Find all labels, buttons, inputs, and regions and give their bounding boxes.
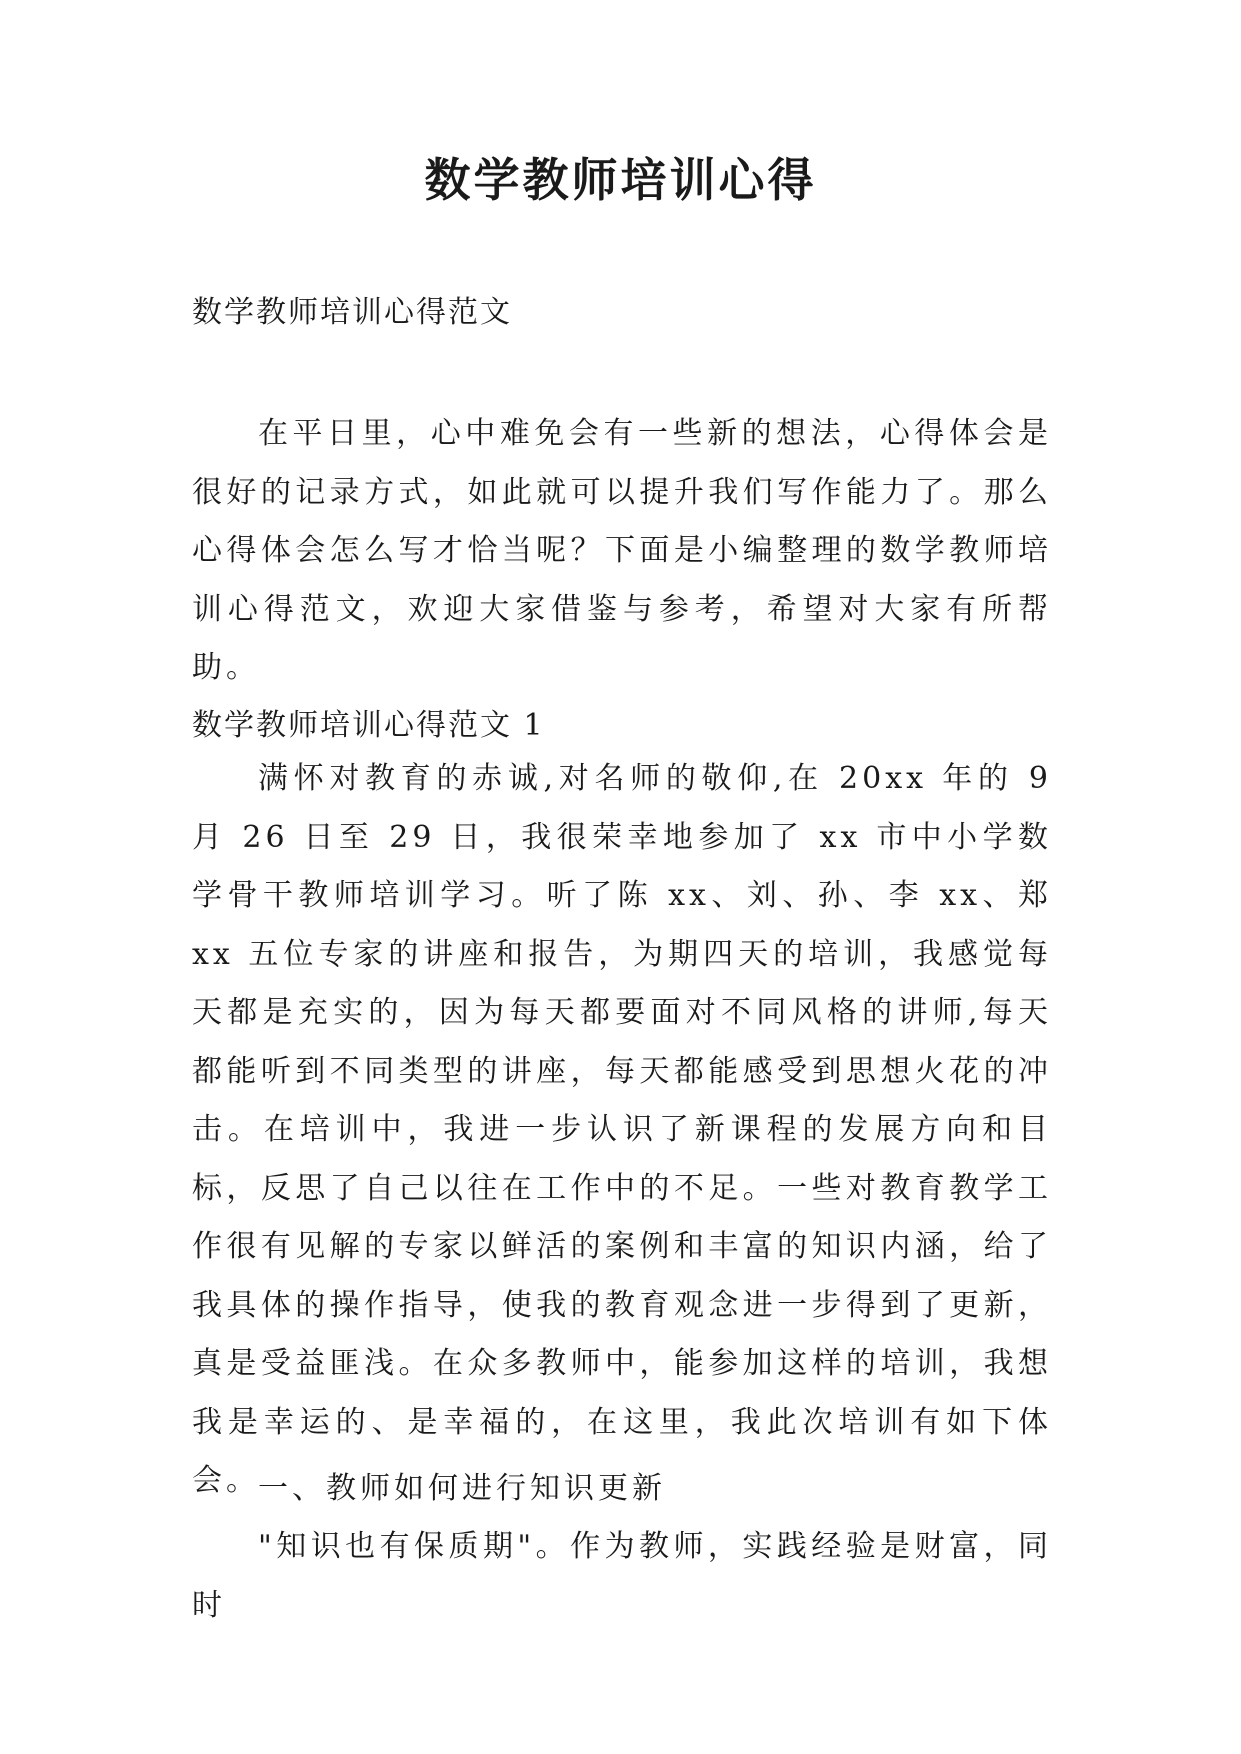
intro-paragraph: 在平日里，心中难免会有一些新的想法，心得体会是很好的记录方式，如此就可以提升我们写作能力了。那么心得体会怎么写才恰当呢？下面是小编整理的数学教师培训心得范文，欢迎大家借鉴与参考，希望对大家有所帮助。 xyxy=(192,416,1052,685)
body-paragraph: 满怀对教育的赤诚,对名师的敬仰,在 20xx 年的 9 月 26 日至 29 日，我很荣幸地参加了 xx 市中小学数学骨干教师培训学习。听了陈 xx、刘、孙、李 xx、郑 xx 五位专家的讲座和报告，为期四天的培训，我感觉每天都是充实的，因为每天都要面对不同风格的讲师,每天都能听到不同类型的讲座，每天都能感受到思想火花的冲击。在培训中，我进一步认识了新课程的发展方向和目标，反思了自己以往在工作中的不足。一些对教育教学工作很有见解的专家以鲜活的案例和丰富的知识内涵，给了我具体的操作指导，使我的教育观念进一步得到了更新，真是受益匪浅。在众多教师中，能参加这样的培训，我想我是幸运的、是幸福的，在这里，我此次培训有如下体会。 xyxy=(192,761,1052,1498)
document-subtitle: 数学教师培训心得范文 xyxy=(192,295,512,330)
section-heading: 数学教师培训心得范文 1 xyxy=(192,708,545,743)
body-paragraph: "知识也有保质期"。作为教师，实践经验是财富，同时 xyxy=(192,1529,1052,1623)
document-title: 数学教师培训心得 xyxy=(424,153,817,207)
subheading: 一、教师如何进行知识更新 xyxy=(258,1471,666,1506)
